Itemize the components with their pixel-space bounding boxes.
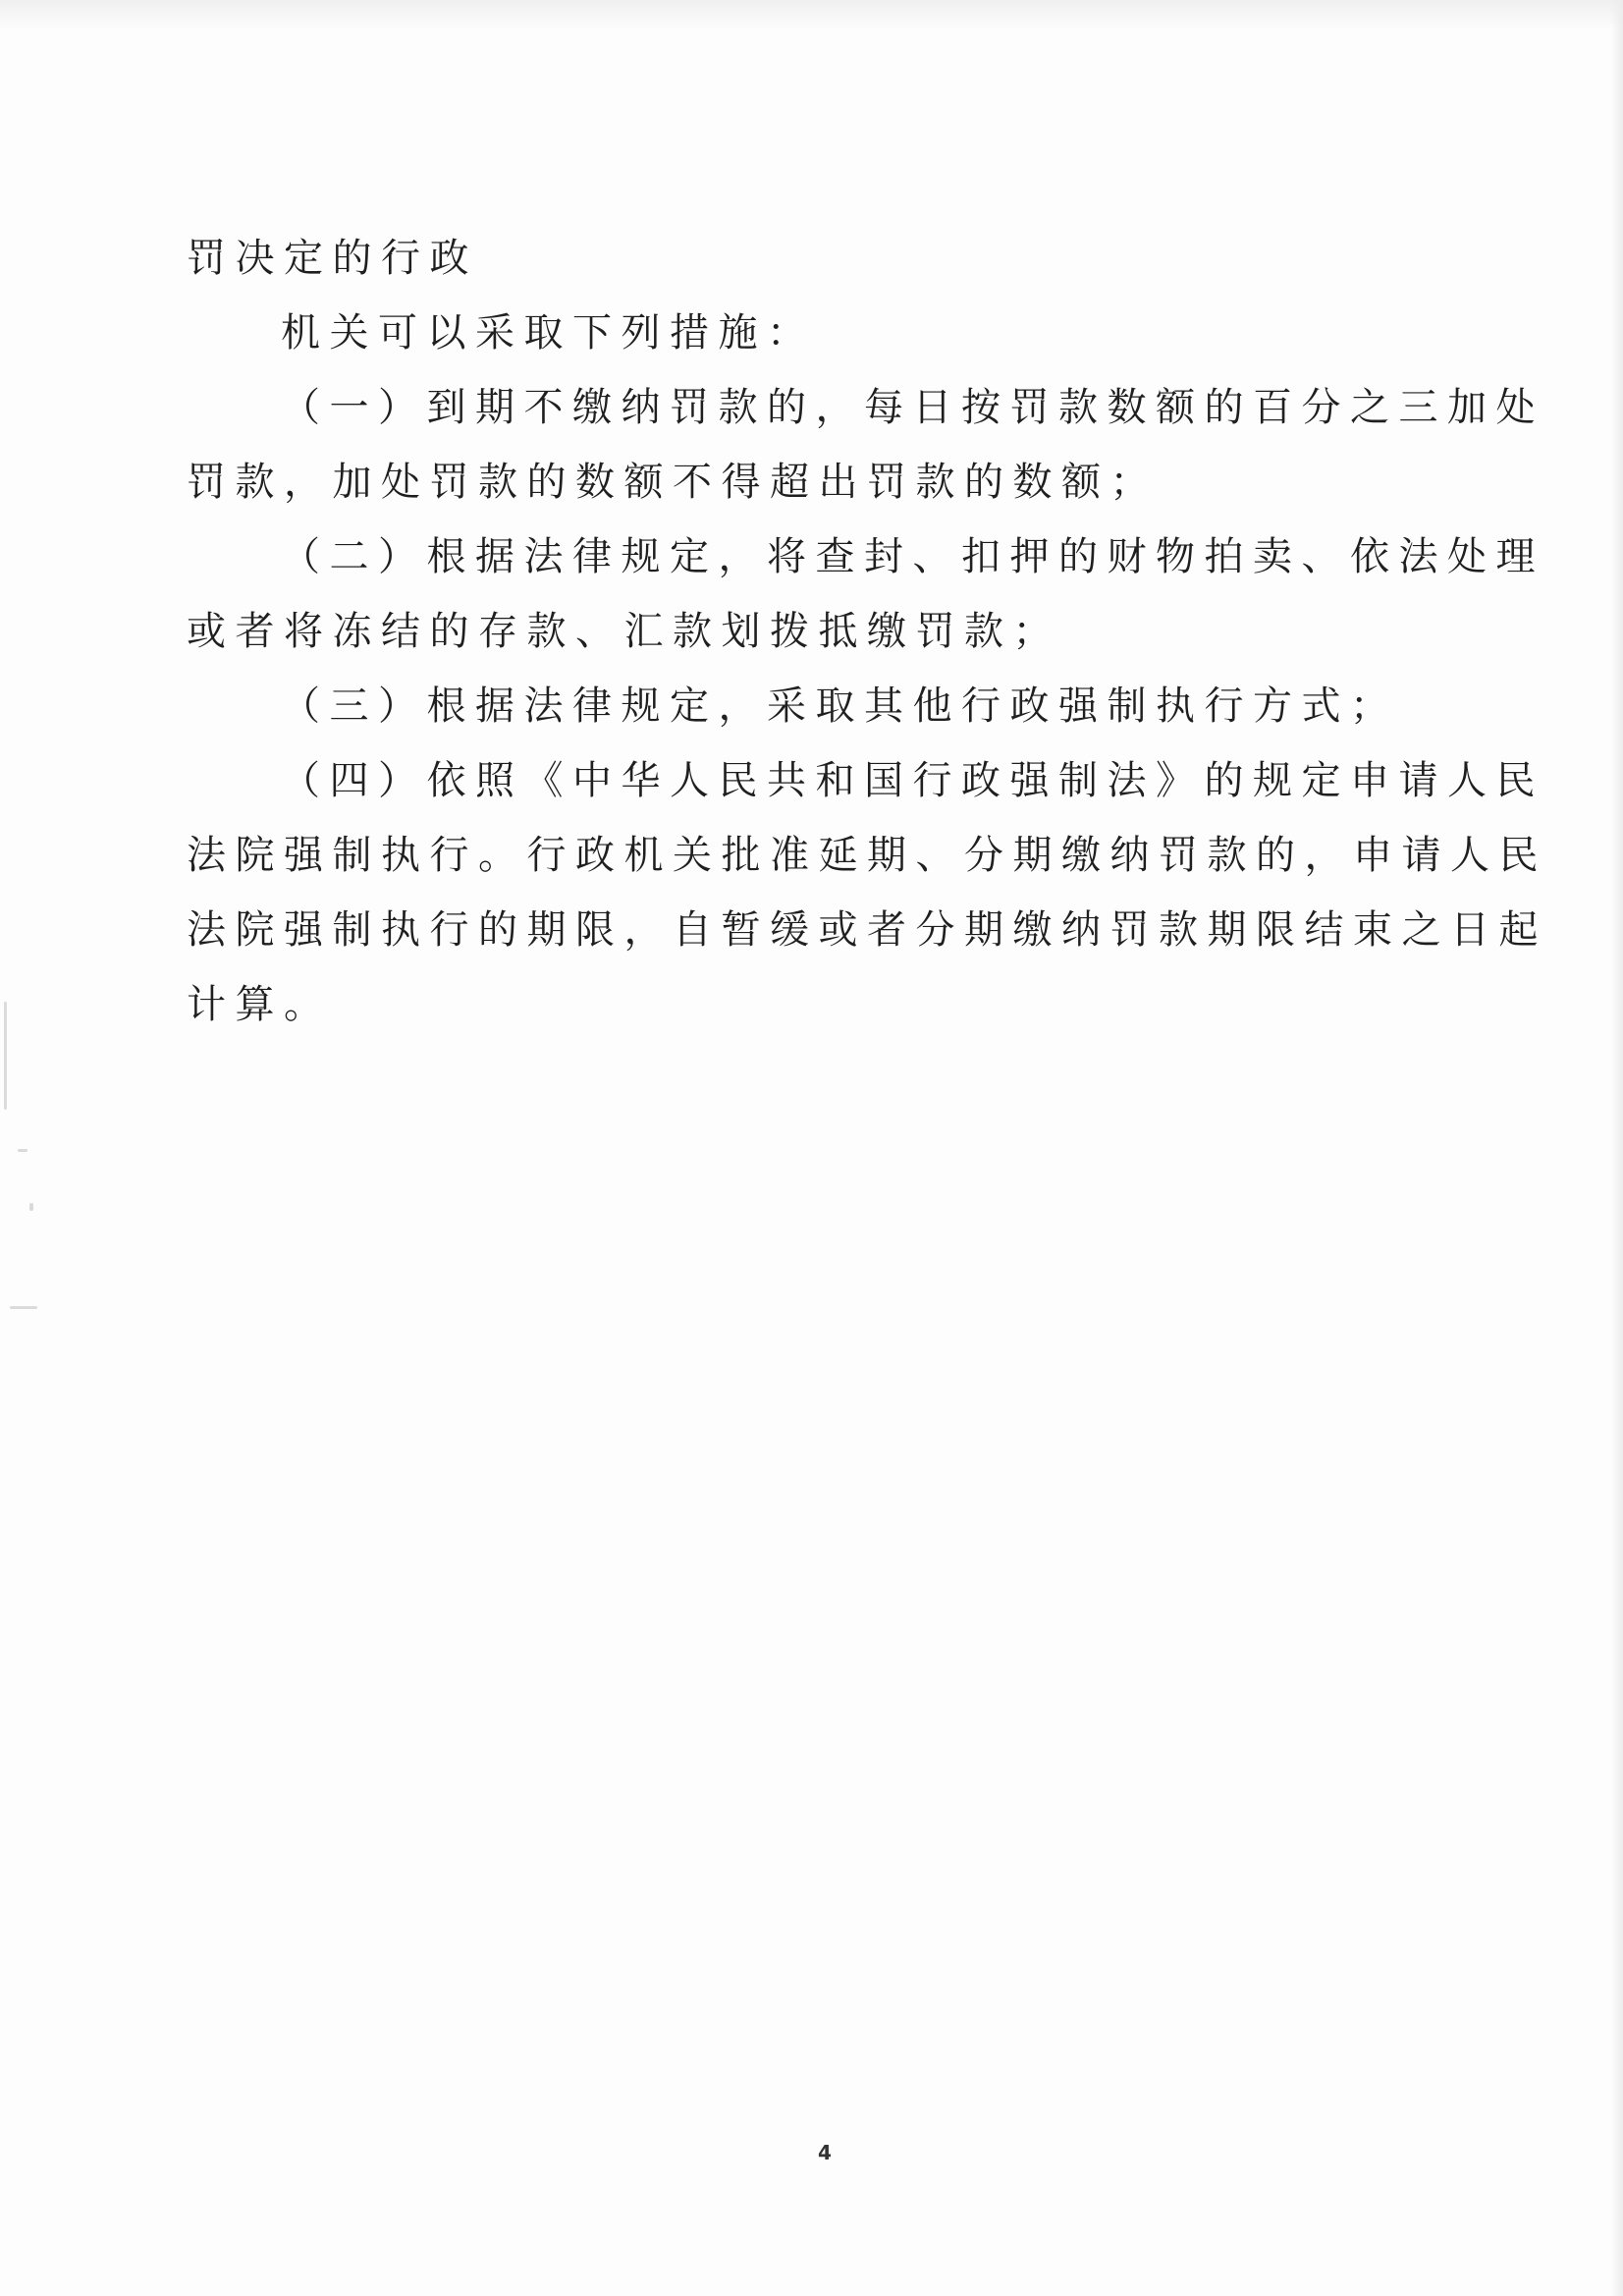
page-number: 4 (818, 2141, 832, 2164)
scan-edge-right (1611, 0, 1623, 2296)
text-line: （一）到期不缴纳罚款的，每日按罚款数额的百分之三加处 (281, 385, 1544, 430)
text-line: 或者将冻结的存款、汇款划拨抵缴罚款； (187, 609, 1061, 654)
scan-artifact-left-edge (0, 982, 39, 1355)
text-line: 法院强制执行。行政机关批准延期、分期缴纳罚款的，申请人民 (187, 833, 1547, 878)
text-line: （四）依照《中华人民共和国行政强制法》的规定申请人民 (281, 758, 1544, 803)
text-line: 罚决定的行政 (187, 236, 478, 281)
text-line: （三）根据法律规定，采取其他行政强制执行方式； (281, 683, 1399, 729)
text-line: 机关可以采取下列措施： (281, 310, 816, 355)
document-body (187, 221, 1547, 1042)
text-line: （二）根据法律规定，将查封、扣押的财物拍卖、依法处理 (281, 534, 1544, 579)
scan-shadow-top (0, 0, 1623, 29)
text-line: 计算。 (187, 982, 333, 1027)
text-line: 法院强制执行的期限，自暂缓或者分期缴纳罚款期限结束之日起 (187, 907, 1547, 953)
text-line: 罚款，加处罚款的数额不得超出罚款的数额； (187, 460, 1159, 505)
